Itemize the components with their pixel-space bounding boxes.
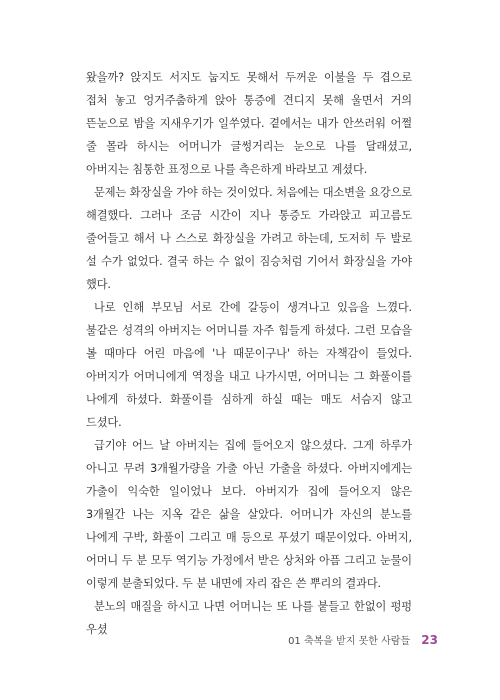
running-chapter-title: 01 축복을 받지 못한 사람들 <box>288 636 411 647</box>
paragraph-5: 분노의 매질을 하시고 나면 어머니는 또 나를 붙들고 한없이 펑펑 우셨 <box>86 600 412 636</box>
paragraph-3: 나로 인해 부모님 서로 간에 갈등이 생겨나고 있음을 느꼈다. 불같은 성격의 아버지는 어머니를 자주 힘들게 하셨다. 그런 모습을 볼 때마다 어린 마음에 '나 때문이구나' 하는 자책감이 들었다. 아버지가 어머니에게 역정을 내고 나가시면, 어머니는 그 화풀이를 나에게 하셨다. 화풀이를 심하게 하실 때는 매도 서슴지 않고 드셨다. <box>86 301 412 429</box>
page-footer <box>288 632 438 647</box>
paragraph-2: 문제는 화장실을 가야 하는 것이었다. 처음에는 대소변을 요강으로 해결했다. 그러나 조금 시간이 지나 통증도 가라앉고 피고름도 줄어들고 해서 나 스스로 화장실을 가려고 하는데, 도저히 두 발로 설 수가 없었다. 결국 하는 수 없이 짐승처럼 기어서 화장실을 가야 했다. <box>86 186 412 291</box>
paragraph-4: 급기야 어느 날 아버지는 집에 들어오지 않으셨다. 그게 하루가 아니고 무려 3개월가량을 가출 아닌 가출을 하셨다. 아버지에게는 가출이 익숙한 일이었나 보다. 아버지가 집에 들어오지 않은 3개월간 나는 지옥 같은 삶을 살았다. 어머니가 자신의 분노를 나에게 구박, 화풀이 그리고 매 등으로 푸셨기 때문이었다. 아버지, 어머니 두 분 모두 역기능 가정에서 받은 상처와 아픔 그리고 눈물이 이렇게 분출되었다. 두 분 내면에 자리 잡은 쓴 뿌리의 결과다. <box>86 439 412 590</box>
body-text <box>86 66 412 641</box>
paragraph-1: 왔을까? 앉지도 서지도 눕지도 못해서 두꺼운 이불을 두 겹으로 접처 놓고 엉거주춤하게 앉아 통증에 견디지 못해 울면서 거의 뜬눈으로 밤을 지새우기가 일쑤였다. 곁에서는 내가 안쓰러워 어쩔 줄 몰라 하시는 어머니가 글썽거리는 눈으로 나를 달래셨고, 아버지는 침통한 표정으로 나를 측은하게 바라보고 계셨다. <box>86 71 412 176</box>
page-number: 23 <box>421 633 438 647</box>
